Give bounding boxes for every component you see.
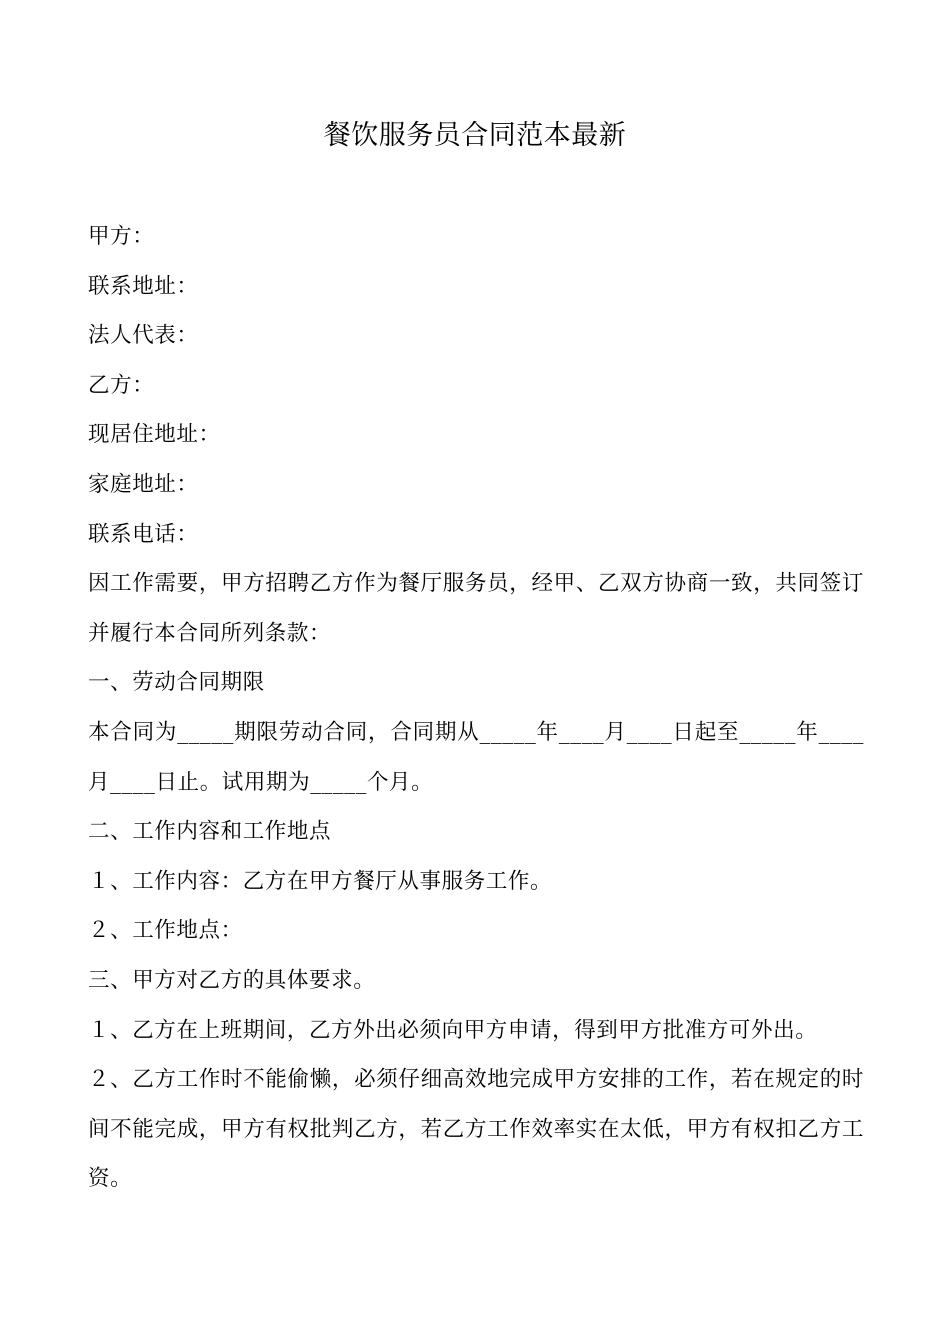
contact-address-line: 联系地址： bbox=[88, 273, 199, 299]
document-title: 餐饮服务员合同范本最新 bbox=[323, 120, 627, 151]
document-body bbox=[88, 212, 864, 1204]
section-heading-work: 二、工作内容和工作地点 bbox=[88, 819, 332, 845]
phone-line: 联系电话： bbox=[88, 521, 199, 547]
requirement-item-2: ２、乙方工作时不能偷懒，必须仔细高效地完成甲方安排的工作，若在规定的时间不能完成，甲方有权批判乙方，若乙方工作效率实在太低，甲方有权扣乙方工资。 bbox=[88, 1067, 864, 1192]
section-heading-term: 一、劳动合同期限 bbox=[88, 670, 265, 696]
party-a-line: 甲方： bbox=[88, 224, 155, 249]
party-b-line: 乙方： bbox=[88, 372, 155, 398]
work-location-item: ２、工作地点： bbox=[88, 918, 243, 944]
legal-representative-line: 法人代表： bbox=[88, 323, 199, 349]
requirement-item-1: １、乙方在上班期间，乙方外出必须向甲方申请，得到甲方批准方可外出。 bbox=[88, 1017, 818, 1043]
current-address-line: 现居住地址： bbox=[88, 422, 221, 448]
section-heading-requirements: 三、甲方对乙方的具体要求。 bbox=[88, 967, 376, 993]
term-paragraph: 本合同为_____期限劳动合同，合同期从_____年____月____日起至_____年____月____日止。试用期为_____个月。 bbox=[88, 719, 864, 795]
work-content-item: １、工作内容：乙方在甲方餐厅从事服务工作。 bbox=[88, 868, 553, 894]
home-address-line: 家庭地址： bbox=[88, 471, 199, 497]
intro-paragraph: 因工作需要，甲方招聘乙方作为餐厅服务员，经甲、乙双方协商一致，共同签订并履行本合同所列条款： bbox=[88, 571, 864, 646]
